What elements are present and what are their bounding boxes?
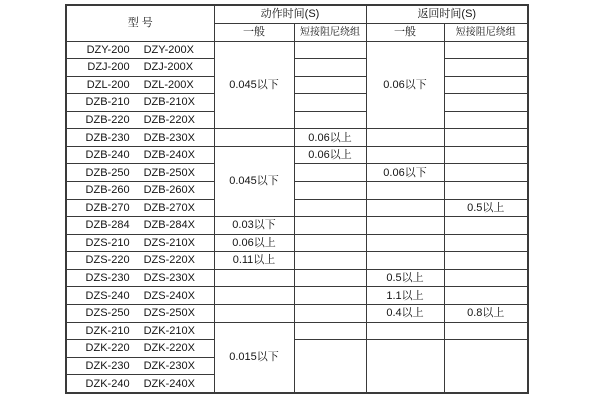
model-name-x: DZB-250X [143, 166, 195, 179]
value-cell-return-general [366, 252, 444, 270]
header-return-damping: 短接阻尼绕组 [444, 23, 528, 41]
value-cell-return-damping [444, 340, 528, 393]
table-row [66, 146, 528, 164]
value-cell-return-damping [444, 146, 528, 164]
value-cell-return-damping: 0.5以上 [444, 199, 528, 217]
model-name: DZK-210 [85, 324, 130, 337]
model-name: DZK-220 [85, 342, 130, 355]
table-row [66, 182, 528, 200]
model-name-x: DZS-220X [143, 254, 195, 267]
value-cell-return-damping [444, 252, 528, 270]
table-row [66, 129, 528, 147]
model-name-x: DZY-200X [143, 43, 194, 56]
header-row-groups [66, 5, 528, 23]
table-header [66, 5, 528, 41]
model-name: DZK-240 [85, 377, 130, 390]
table-row [66, 304, 528, 322]
model-name-x: DZS-240X [143, 289, 195, 302]
value-cell-return-general: 0.06以下 [366, 41, 444, 129]
value-cell-return-general: 0.5以上 [366, 269, 444, 287]
model-name: DZS-240 [85, 289, 130, 302]
value-cell-action-damping [294, 252, 366, 270]
value-cell-action-general: 0.045以下 [214, 41, 294, 129]
value-cell-return-general [366, 234, 444, 252]
model-cell [66, 287, 214, 305]
model-cell [66, 199, 214, 217]
model-cell [66, 59, 214, 77]
value-cell-action-damping [294, 199, 366, 217]
value-cell-action-general: 0.045以下 [214, 146, 294, 216]
relay-spec-table [65, 4, 529, 394]
model-name-x: DZB-210X [143, 96, 195, 109]
value-cell-action-general: 0.06以上 [214, 234, 294, 252]
value-cell-return-damping [444, 217, 528, 235]
value-cell-return-damping: 0.8以上 [444, 304, 528, 322]
model-cell [66, 182, 214, 200]
table-row [66, 59, 528, 77]
table-row [66, 287, 528, 305]
model-cell [66, 234, 214, 252]
value-cell-return-damping [444, 129, 528, 147]
model-name: DZY-200 [86, 43, 130, 56]
value-cell-action-damping [294, 59, 366, 77]
header-return-time: 返回时间(S) [366, 5, 528, 23]
value-cell-return-damping [444, 94, 528, 112]
header-return-general: 一般 [366, 23, 444, 41]
value-cell-return-damping [444, 41, 528, 59]
model-name: DZL-200 [86, 78, 130, 91]
value-cell-action-damping [294, 304, 366, 322]
model-name-x: DZK-230X [143, 359, 195, 372]
value-cell-action-damping: 0.06以上 [294, 146, 366, 164]
value-cell-return-general: 1.1以上 [366, 287, 444, 305]
model-name: DZB-240 [85, 149, 130, 162]
model-cell [66, 340, 214, 358]
value-cell-action-damping [294, 340, 366, 393]
model-name: DZS-230 [85, 272, 130, 285]
table-row [66, 340, 528, 358]
model-cell [66, 357, 214, 375]
value-cell-action-general [214, 287, 294, 305]
value-cell-return-damping [444, 59, 528, 77]
value-cell-action-damping [294, 269, 366, 287]
model-cell [66, 322, 214, 340]
model-name-x: DZB-240X [143, 149, 195, 162]
model-name: DZB-260 [85, 184, 130, 197]
value-cell-action-damping [294, 234, 366, 252]
value-cell-action-damping: 0.06以上 [294, 129, 366, 147]
value-cell-action-general [214, 129, 294, 147]
header-action-damping: 短接阻尼绕组 [294, 23, 366, 41]
table-row [66, 234, 528, 252]
table-row [66, 164, 528, 182]
value-cell-return-damping [444, 164, 528, 182]
model-name-x: DZB-270X [143, 201, 195, 214]
value-cell-action-damping [294, 322, 366, 340]
table-row [66, 41, 528, 59]
value-cell-return-damping [444, 269, 528, 287]
model-name-x: DZK-210X [143, 324, 195, 337]
value-cell-return-general [366, 217, 444, 235]
model-cell [66, 146, 214, 164]
model-cell [66, 217, 214, 235]
table-row [66, 94, 528, 112]
model-name-x: DZB-260X [143, 184, 195, 197]
value-cell-return-general [366, 129, 444, 147]
value-cell-return-general [366, 146, 444, 164]
model-cell [66, 304, 214, 322]
table-body [66, 41, 528, 393]
value-cell-return-general [366, 340, 444, 393]
table-row [66, 252, 528, 270]
value-cell-action-damping [294, 287, 366, 305]
value-cell-action-damping [294, 217, 366, 235]
value-cell-action-damping [294, 164, 366, 182]
model-name-x: DZB-284X [143, 219, 195, 232]
value-cell-return-damping [444, 234, 528, 252]
value-cell-action-general [214, 304, 294, 322]
model-name: DZB-250 [85, 166, 130, 179]
header-model: 型 号 [66, 5, 214, 41]
value-cell-action-general: 0.015以下 [214, 322, 294, 393]
value-cell-action-general: 0.03以下 [214, 217, 294, 235]
value-cell-action-damping [294, 111, 366, 129]
model-cell [66, 375, 214, 393]
model-name: DZB-230 [85, 131, 130, 144]
value-cell-return-damping [444, 111, 528, 129]
model-cell [66, 269, 214, 287]
model-name-x: DZB-220X [143, 113, 195, 126]
model-name: DZB-284 [85, 219, 130, 232]
model-name-x: DZK-240X [143, 377, 195, 390]
model-cell [66, 164, 214, 182]
value-cell-return-general: 0.4以上 [366, 304, 444, 322]
model-name-x: DZK-220X [143, 342, 195, 355]
value-cell-action-damping [294, 94, 366, 112]
model-name-x: DZS-230X [143, 272, 195, 285]
value-cell-return-general [366, 199, 444, 217]
value-cell-action-damping [294, 41, 366, 59]
header-action-time: 动作时间(S) [214, 5, 366, 23]
value-cell-action-damping [294, 76, 366, 94]
table-row [66, 199, 528, 217]
value-cell-action-general: 0.11以上 [214, 252, 294, 270]
table-row [66, 217, 528, 235]
table-row [66, 269, 528, 287]
value-cell-return-general: 0.06以下 [366, 164, 444, 182]
value-cell-return-general [366, 322, 444, 340]
table-row [66, 76, 528, 94]
table-row [66, 322, 528, 340]
value-cell-return-damping [444, 182, 528, 200]
model-name-x: DZS-250X [143, 307, 195, 320]
header-action-general: 一般 [214, 23, 294, 41]
model-cell [66, 252, 214, 270]
model-name-x: DZL-200X [143, 78, 194, 91]
model-name-x: DZJ-200X [143, 61, 194, 74]
model-cell [66, 41, 214, 59]
model-name: DZB-220 [85, 113, 130, 126]
model-name-x: DZB-230X [143, 131, 195, 144]
model-name: DZB-210 [85, 96, 130, 109]
model-cell [66, 129, 214, 147]
table-row [66, 111, 528, 129]
model-name: DZJ-200 [87, 61, 130, 74]
model-name: DZS-250 [85, 307, 130, 320]
value-cell-action-damping [294, 182, 366, 200]
value-cell-return-general [366, 182, 444, 200]
model-name-x: DZS-210X [143, 236, 195, 249]
model-cell [66, 94, 214, 112]
model-cell [66, 76, 214, 94]
model-name: DZK-230 [85, 359, 130, 372]
value-cell-return-damping [444, 76, 528, 94]
model-cell [66, 111, 214, 129]
model-name: DZB-270 [85, 201, 130, 214]
model-name: DZS-210 [85, 236, 130, 249]
model-name: DZS-220 [85, 254, 130, 267]
value-cell-action-general [214, 269, 294, 287]
value-cell-return-damping [444, 287, 528, 305]
value-cell-return-damping [444, 322, 528, 340]
